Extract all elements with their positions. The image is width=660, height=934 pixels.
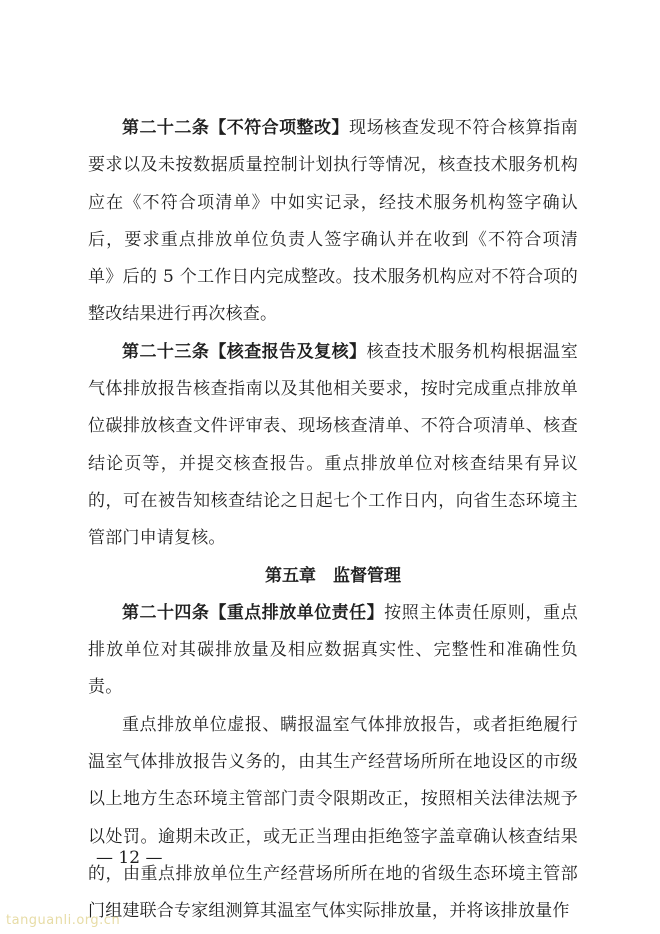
- site-watermark: tanguanli.org.cn: [6, 913, 121, 928]
- article-24-paragraph-2: 重点排放单位虚报、瞒报温室气体排放报告，或者拒绝履行温室气体排放报告义务的，由其生产经营场所所在地设区的市级以上地方生态环境主管部门责令限期改正，按照相关法律法规予以处罚。逾期未改正，或无正当理由拒绝签字盖章确认核查结果的，由重点排放单位生产经营场所所在地的省级生态环境主管部门组建联合专家组测算其温室气体实际排放量，并将该排放量作: [88, 714, 578, 922]
- article-24-text: 按照主体责任原则，重点排放单位对其碳排放量及相应数据真实性、完整性和准确性负责。: [88, 602, 578, 698]
- chapter-5-heading: 第五章 监督管理: [265, 565, 401, 586]
- article-24-paragraph: [88, 595, 578, 707]
- page-number: — 12 —: [96, 848, 163, 868]
- article-22-paragraph: [88, 110, 578, 334]
- article-23-title: 第二十三条【核查报告及复核】: [122, 341, 367, 362]
- article-24-title: 第二十四条【重点排放单位责任】: [122, 602, 385, 623]
- article-23-paragraph: [88, 334, 578, 558]
- article-22-title: 第二十二条【不符合项整改】: [122, 118, 349, 138]
- document-body: [88, 110, 578, 931]
- article-22-text: 现场核查发现不符合核算指南要求以及未按数据质量控制计划执行等情况，核查技术服务机构应在《不符合项清单》中如实记录，经技术服务机构签字确认后，要求重点排放单位负责人签字确认并在收到《不符合项清单》后的 5 个工作日内完成整改。技术服务机构应对不符合项的整改结果进行再次核查。: [88, 118, 579, 325]
- article-23-text: 核查技术服务机构根据温室气体排放报告核查指南以及其他相关要求，按时完成重点排放单位碳排放核查文件评审表、现场核查清单、不符合项清单、核查结论页等，并提交核查报告。重点排放单位对核查结果有异议的，可在被告知核查结论之日起七个工作日内，向省生态环境主管部门申请复核。: [88, 341, 579, 549]
